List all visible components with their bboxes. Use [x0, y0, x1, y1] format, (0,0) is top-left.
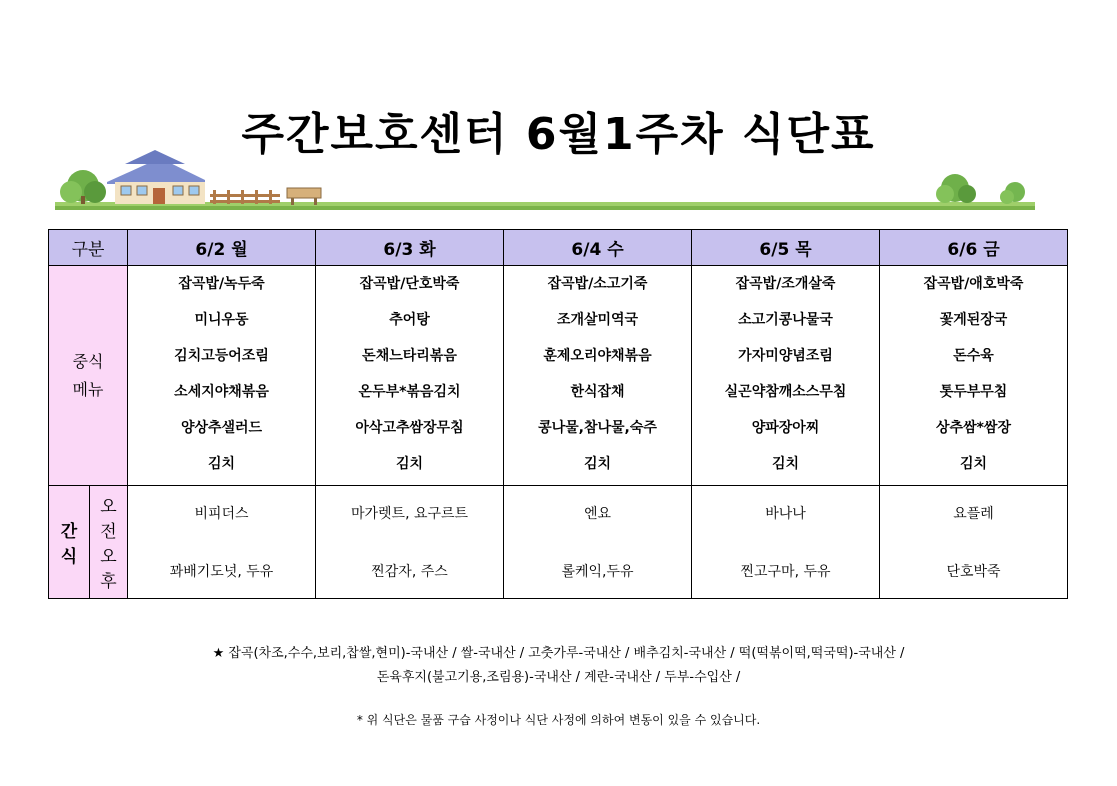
snack-am: 요플레 [953, 506, 994, 522]
day-header-fri: 6/6 금 [880, 230, 1068, 266]
lunch-cell-thu [692, 266, 880, 486]
fence-icon [210, 190, 280, 204]
list-item: 실곤약참깨소스무침 [724, 384, 847, 400]
header-row [49, 230, 1068, 266]
lunch-row [49, 266, 1068, 486]
list-item: 돈수육 [953, 348, 994, 364]
list-item: 양상추샐러드 [180, 420, 263, 436]
list-item: 상추쌈*쌈장 [936, 420, 1011, 436]
snack-row [49, 486, 1068, 599]
am-label: 오 전 [100, 497, 117, 542]
lunch-cell-tue [316, 266, 504, 486]
pm-label: 오 후 [100, 547, 117, 592]
day-header-wed: 6/4 수 [504, 230, 692, 266]
list-item: 김치 [771, 456, 800, 472]
origin-note-line1: ★ 잡곡(차조,수수,보리,찹쌀,현미)-국내산 / 쌀-국내산 / 고춧가루-국내산 / 배추김치-국내산 / 떡(떡볶이떡,떡국떡)-국내산 / [212, 646, 905, 661]
snack-cell-tue [316, 486, 504, 599]
list-item: 꽃게된장국 [939, 312, 1008, 328]
list-item: 미니우동 [194, 312, 249, 328]
snack-pm: 롤케익,두유 [561, 564, 634, 580]
snack-pm: 단호박죽 [946, 564, 1001, 580]
list-item: 김치 [583, 456, 612, 472]
snack-pm: 찐감자, 주스 [371, 564, 448, 580]
day-header-thu: 6/5 목 [692, 230, 880, 266]
house-scene-illustration [55, 150, 1035, 212]
change-notice: * 위 식단은 물품 구습 사정이나 식단 사정에 의하여 변동이 있을 수 있습니다. [356, 713, 761, 727]
snack-cell-mon [128, 486, 316, 599]
snack-label: 간 식 [49, 486, 90, 599]
day-header-tue: 6/3 화 [316, 230, 504, 266]
snack-cell-wed [504, 486, 692, 599]
list-item: 소고기콩나물국 [738, 312, 833, 328]
list-item: 가자미양념조림 [738, 348, 833, 364]
snack-am: 엔요 [583, 506, 612, 522]
tree-icon [936, 174, 1025, 204]
list-item: 김치 [959, 456, 988, 472]
list-item: 소세지야채볶음 [174, 384, 269, 400]
house-icon [107, 150, 205, 204]
list-item: 잡곡밥/단호박죽 [359, 276, 460, 292]
list-item: 한식잡채 [570, 384, 625, 400]
snack-cell-thu [692, 486, 880, 599]
list-item: 양파장아찌 [751, 420, 820, 436]
page-title: 주간보호센터 6월1주차 식단표 [241, 109, 876, 160]
list-item: 추어탕 [389, 312, 430, 328]
origin-note-line2: 돈육후지(불고기용,조림용)-국내산 / 계란-국내산 / 두부-수입산 / [376, 670, 741, 685]
list-item: 콩나물,참나물,숙주 [538, 420, 657, 436]
list-item: 아삭고추쌈장무침 [355, 420, 464, 436]
list-item: 잡곡밥/조개살죽 [735, 276, 836, 292]
list-item: 톳두부무침 [939, 384, 1008, 400]
snack-pm: 꽈배기도넛, 두유 [169, 564, 274, 580]
list-item: 김치 [207, 456, 236, 472]
list-item: 잡곡밥/녹두죽 [178, 276, 265, 292]
lunch-cell-mon [128, 266, 316, 486]
snack-time-label [90, 486, 128, 599]
list-item: 김치 [395, 456, 424, 472]
list-item: 잡곡밥/소고기죽 [547, 276, 648, 292]
lunch-cell-wed [504, 266, 692, 486]
snack-am: 비피더스 [194, 506, 249, 522]
list-item: 돈채느타리볶음 [362, 348, 457, 364]
list-item: 잡곡밥/애호박죽 [923, 276, 1024, 292]
lunch-cell-fri [880, 266, 1068, 486]
snack-cell-fri [880, 486, 1068, 599]
tree-icon [60, 170, 106, 204]
lunch-label: 중식 메뉴 [49, 266, 128, 486]
list-item: 온두부*볶음김치 [358, 384, 461, 400]
snack-am: 바나나 [765, 506, 806, 522]
list-item: 훈제오리야채볶음 [543, 348, 652, 364]
category-header: 구분 [49, 230, 128, 266]
snack-am: 마가렛트, 요구르트 [350, 506, 469, 522]
day-header-mon: 6/2 월 [128, 230, 316, 266]
list-item: 김치고등어조림 [174, 348, 269, 364]
weekly-menu-table [48, 229, 1068, 599]
snack-pm: 찐고구마, 두유 [740, 564, 831, 580]
list-item: 조개살미역국 [556, 312, 639, 328]
